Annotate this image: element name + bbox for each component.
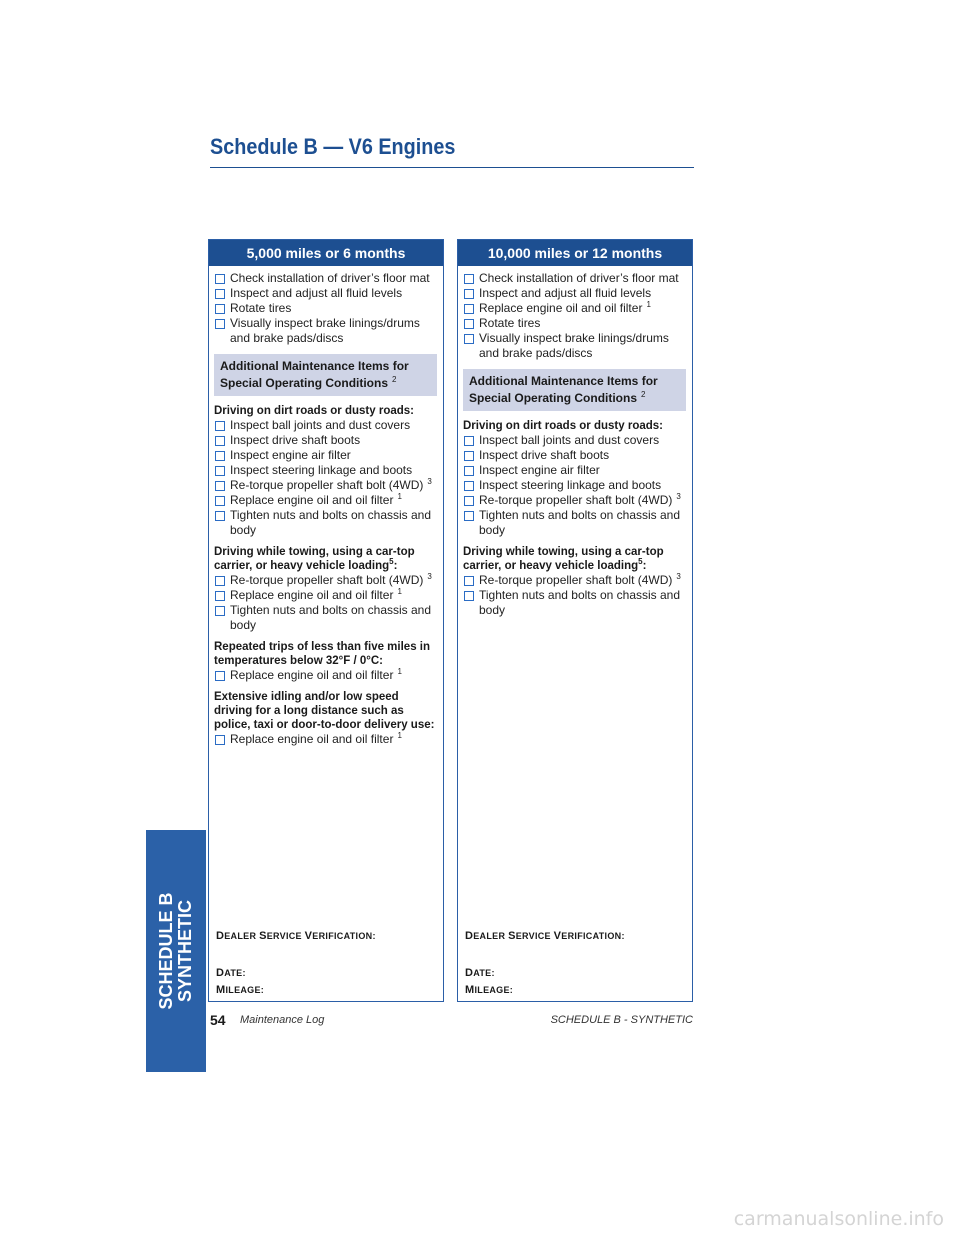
list-item: Rotate tires (214, 301, 439, 316)
column-header: 10,000 miles or 12 months (458, 240, 692, 266)
mileage-label: MILEAGE: (465, 984, 514, 996)
condition-checklist (463, 573, 688, 618)
list-item: Tighten nuts and bolts on chassis and body (463, 508, 688, 538)
checkbox[interactable] (464, 289, 474, 299)
date-label: DATE: (216, 967, 246, 979)
schedule-column-5000 (208, 239, 444, 1002)
list-item: Replace engine oil and oil filter $^1$ (214, 732, 439, 747)
checkbox[interactable] (464, 466, 474, 476)
checkbox[interactable] (464, 334, 474, 344)
condition-heading: Driving on dirt roads or dusty roads: (463, 420, 663, 432)
checkbox[interactable] (464, 319, 474, 329)
footnote-ref: 3 (676, 572, 681, 581)
checkbox[interactable] (215, 735, 225, 745)
column-header: 5,000 miles or 6 months (209, 240, 443, 266)
checkbox[interactable] (215, 274, 225, 284)
list-item: Inspect engine air filter (214, 448, 439, 463)
list-item: Tighten nuts and bolts on chassis and body (463, 588, 688, 618)
list-item: Replace engine oil and oil filter $^1$ (214, 588, 439, 603)
footnote-ref: 5 (638, 557, 643, 567)
list-item: Check installation of driver’s floor mat (463, 271, 688, 286)
list-item: Visually inspect brake linings/drums and brake pads/discs (214, 316, 439, 346)
checkbox[interactable] (215, 451, 225, 461)
checkbox[interactable] (464, 274, 474, 284)
checkbox[interactable] (215, 591, 225, 601)
list-item: Replace engine oil and oil filter $^1$ (214, 493, 439, 508)
list-item: Re-torque propeller shaft bolt (4WD) $^3$ (214, 478, 439, 493)
checkbox[interactable] (464, 576, 474, 586)
condition-heading: Repeated trips of less than five miles in temperatures below 32°F / 0°C: (214, 641, 431, 667)
dealer-verification-label: DEALER SERVICE VERIFICATION: (216, 930, 376, 942)
condition-heading: Extensive idling and/or low speed driving for a long distance such as police, taxi or door-to-door delivery use: (214, 691, 435, 731)
list-item: Tighten nuts and bolts on chassis and body (214, 603, 439, 633)
condition-heading: Driving while towing, using a car-top carrier, or heavy vehicle loading$^5$: (463, 546, 664, 572)
list-item: Re-torque propeller shaft bolt (4WD) $^3$ (214, 573, 439, 588)
page-title: Schedule B — V6 Engines (210, 134, 456, 159)
footnote-ref: 1 (397, 731, 402, 740)
page-number: 54 (210, 1012, 226, 1028)
checkbox[interactable] (215, 289, 225, 299)
footnote-ref: 3 (427, 477, 432, 486)
checkbox[interactable] (215, 671, 225, 681)
special-title-line-2: Special Operating Conditions (220, 376, 389, 390)
list-item: Inspect steering linkage and boots (214, 463, 439, 478)
watermark: carmanualsonline.info (733, 1208, 944, 1230)
routine-checklist (214, 271, 439, 346)
condition-checklist (463, 433, 688, 538)
checkbox[interactable] (464, 511, 474, 521)
footnote-ref: 1 (397, 492, 402, 501)
list-item: Inspect steering linkage and boots (463, 478, 688, 493)
special-title-line-1: Additional Maintenance Items for (220, 359, 409, 373)
checkbox[interactable] (464, 496, 474, 506)
list-item: Visually inspect brake linings/drums and brake pads/discs (463, 331, 688, 361)
checkbox[interactable] (215, 511, 225, 521)
side-tab-label: SCHEDULE B SYNTHETIC (156, 892, 195, 1010)
condition-checklist (214, 418, 439, 538)
mileage-label: MILEAGE: (216, 984, 265, 996)
condition-checklist (214, 668, 439, 683)
footnote-ref: 1 (646, 300, 651, 309)
checkbox[interactable] (215, 576, 225, 586)
section-side-tab (146, 830, 206, 1072)
footnote-ref: 3 (427, 572, 432, 581)
condition-heading: Driving on dirt roads or dusty roads: (214, 405, 414, 417)
checkbox[interactable] (464, 451, 474, 461)
checkbox[interactable] (464, 304, 474, 314)
schedule-column-10000 (457, 239, 693, 1002)
footnote-ref: 5 (389, 557, 394, 567)
special-conditions-box (214, 354, 437, 396)
condition-heading: Driving while towing, using a car-top carrier, or heavy vehicle loading$^5$: (214, 546, 415, 572)
footnote-ref: 1 (397, 587, 402, 596)
checkbox[interactable] (464, 481, 474, 491)
checkbox[interactable] (215, 319, 225, 329)
footnote-ref: 2 (392, 375, 397, 384)
checkbox[interactable] (215, 496, 225, 506)
footnote-ref: 1 (397, 667, 402, 676)
list-item: Re-torque propeller shaft bolt (4WD) $^3$ (463, 493, 688, 508)
title-divider (210, 167, 694, 168)
special-title-line-2: Special Operating Conditions (469, 391, 638, 405)
list-item: Re-torque propeller shaft bolt (4WD) $^3$ (463, 573, 688, 588)
footer-section-title: SCHEDULE B - SYNTHETIC (550, 1014, 693, 1026)
footnote-ref: 2 (641, 390, 646, 399)
checkbox[interactable] (464, 436, 474, 446)
checkbox[interactable] (215, 481, 225, 491)
checkbox[interactable] (464, 591, 474, 601)
special-title-line-1: Additional Maintenance Items for (469, 374, 658, 388)
list-item: Inspect drive shaft boots (214, 433, 439, 448)
footer-book-title: Maintenance Log (240, 1014, 325, 1026)
list-item: Replace engine oil and oil filter $^1$ (463, 301, 688, 316)
checkbox[interactable] (215, 304, 225, 314)
date-label: DATE: (465, 967, 495, 979)
list-item: Tighten nuts and bolts on chassis and body (214, 508, 439, 538)
condition-checklist (214, 732, 439, 747)
list-item: Check installation of driver’s floor mat (214, 271, 439, 286)
checkbox[interactable] (215, 436, 225, 446)
list-item: Replace engine oil and oil filter $^1$ (214, 668, 439, 683)
list-item: Inspect drive shaft boots (463, 448, 688, 463)
special-conditions-box (463, 369, 686, 411)
list-item: Rotate tires (463, 316, 688, 331)
checkbox[interactable] (215, 466, 225, 476)
dealer-verification-label: DEALER SERVICE VERIFICATION: (465, 930, 625, 942)
list-item: Inspect ball joints and dust covers (214, 418, 439, 433)
list-item: Inspect engine air filter (463, 463, 688, 478)
condition-checklist (214, 573, 439, 633)
list-item: Inspect ball joints and dust covers (463, 433, 688, 448)
footnote-ref: 3 (676, 492, 681, 501)
checkbox[interactable] (215, 421, 225, 431)
list-item: Inspect and adjust all fluid levels (463, 286, 688, 301)
checkbox[interactable] (215, 606, 225, 616)
list-item: Inspect and adjust all fluid levels (214, 286, 439, 301)
routine-checklist (463, 271, 688, 361)
